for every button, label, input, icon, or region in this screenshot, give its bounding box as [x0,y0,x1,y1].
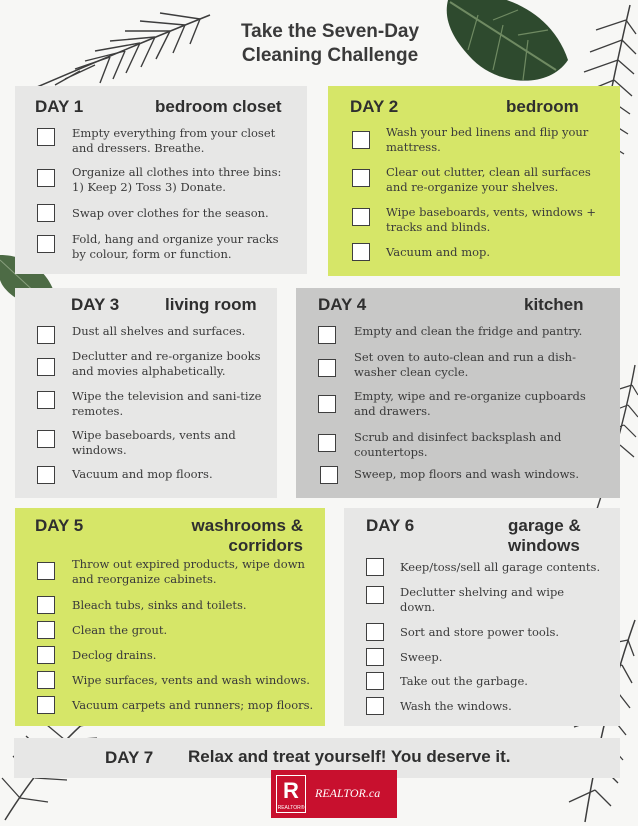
checkbox[interactable] [37,358,55,376]
logo-text: REALTOR.ca [315,786,381,800]
checkbox[interactable] [366,697,384,715]
task-text: Wipe baseboards, vents, windows + tracks and blinds. [386,205,597,234]
checkbox[interactable] [318,326,336,344]
task-text: Set oven to auto-clean and run a dish-washer clean cycle. [354,350,576,379]
task-text: Keep/toss/sell all garage contents. [400,560,601,574]
checkbox[interactable] [37,391,55,409]
title-line-1: Take the Seven-Day [240,21,420,42]
task-text: Bleach tubs, sinks and toilets. [72,598,247,612]
day-6-area [508,516,581,556]
checkbox[interactable] [37,596,55,614]
checkbox[interactable] [37,562,55,580]
task-text: Wipe baseboards, vents and windows. [72,428,236,457]
task-text: Sort and store power tools. [400,625,560,639]
checkbox[interactable] [366,623,384,641]
checkbox[interactable] [37,430,55,448]
checkbox[interactable] [366,648,384,666]
day-5-area-line-2: corridors [228,536,303,555]
day-6-area-line-2: windows [508,536,580,555]
checkbox[interactable] [37,696,55,714]
checkbox[interactable] [37,128,55,146]
day-4-label: DAY 4 [318,295,367,314]
task-text: Empty and clean the fridge and pantry. [354,324,583,338]
day-1-label: DAY 1 [35,97,84,116]
task-text: Declutter shelving and wipe down. [400,585,565,614]
task-text: Declog drains. [72,648,157,662]
checkbox[interactable] [37,204,55,222]
task-text: Vacuum and mop floors. [72,467,213,481]
day-2-panel [328,86,620,276]
day-4-area: kitchen [524,295,584,314]
task-text: Vacuum carpets and runners; mop floors. [72,698,314,712]
checkbox[interactable] [366,558,384,576]
task-text: Swap over clothes for the season. [72,206,269,220]
checkbox[interactable] [352,243,370,261]
day-5-area-line-1: washrooms & [191,516,303,535]
task-text: Wash the windows. [400,699,512,713]
checkbox[interactable] [37,466,55,484]
day-3-area: living room [165,295,257,314]
checkbox[interactable] [320,466,338,484]
task-text: Take out the garbage. [400,674,528,688]
checkbox[interactable] [37,671,55,689]
checkbox[interactable] [37,621,55,639]
day-7-label: DAY 7 [105,748,154,767]
checkbox[interactable] [366,586,384,604]
task-text: Dust all shelves and surfaces. [72,324,246,338]
checkbox[interactable] [318,434,336,452]
task-text: Empty everything from your closet and dressers. Breathe. [72,126,276,155]
day-3-label: DAY 3 [71,295,120,314]
checkbox[interactable] [352,131,370,149]
day-2-area: bedroom [506,97,579,116]
day-6-area-line-1: garage & [508,516,581,535]
day-2-label: DAY 2 [350,97,399,116]
logo-mark-letter: R [283,778,299,803]
task-text: Wash your bed linens and flip your mattress. [386,125,589,154]
task-text: Scrub and disinfect backsplash and countertops. [354,430,562,459]
checkbox[interactable] [352,169,370,187]
day-5-area [165,516,303,556]
checkbox[interactable] [366,672,384,690]
title-line-2: Cleaning Challenge [241,45,419,66]
day-5-panel [15,508,325,726]
day-6-panel [344,508,620,726]
checkbox[interactable] [318,395,336,413]
day-3-panel [15,288,277,498]
day-7-text: Relax and treat yourself! You deserve it. [188,747,511,766]
task-text: Wipe the television and sani-tize remotes. [72,389,262,418]
task-text: Organize all clothes into three bins: 1) Keep 2) Toss 3) Donate. [72,165,282,194]
checkbox[interactable] [352,208,370,226]
day-1-area: bedroom closet [155,97,282,116]
task-text: Wipe surfaces, vents and wash windows. [72,673,310,687]
checkbox[interactable] [37,235,55,253]
task-text: Clear out clutter, clean all surfaces and re-organize your shelves. [386,165,591,194]
task-text: Clean the grout. [72,623,168,637]
task-text: Fold, hang and organize your racks by colour, form or function. [72,232,279,261]
realtor-logo[interactable] [271,770,397,818]
realtor-r-icon [276,775,306,813]
day-1-panel [15,86,307,274]
day-4-panel [296,288,620,498]
task-text: Empty, wipe and re-organize cupboards and drawers. [354,389,586,418]
task-text: Declutter and re-organize books and movies alphabetically. [72,349,261,378]
checkbox[interactable] [37,326,55,344]
task-text: Sweep, mop floors and wash windows. [354,467,579,481]
day-5-label: DAY 5 [35,516,84,535]
task-text: Sweep. [400,650,443,664]
logo-mark-sub: REALTOR® [277,805,305,811]
checkbox[interactable] [37,646,55,664]
page-title [190,20,470,68]
task-text: Vacuum and mop. [386,245,491,259]
checkbox[interactable] [318,359,336,377]
task-text: Throw out expired products, wipe down and reorganize cabinets. [72,557,305,586]
day-6-label: DAY 6 [366,516,415,535]
checkbox[interactable] [37,169,55,187]
